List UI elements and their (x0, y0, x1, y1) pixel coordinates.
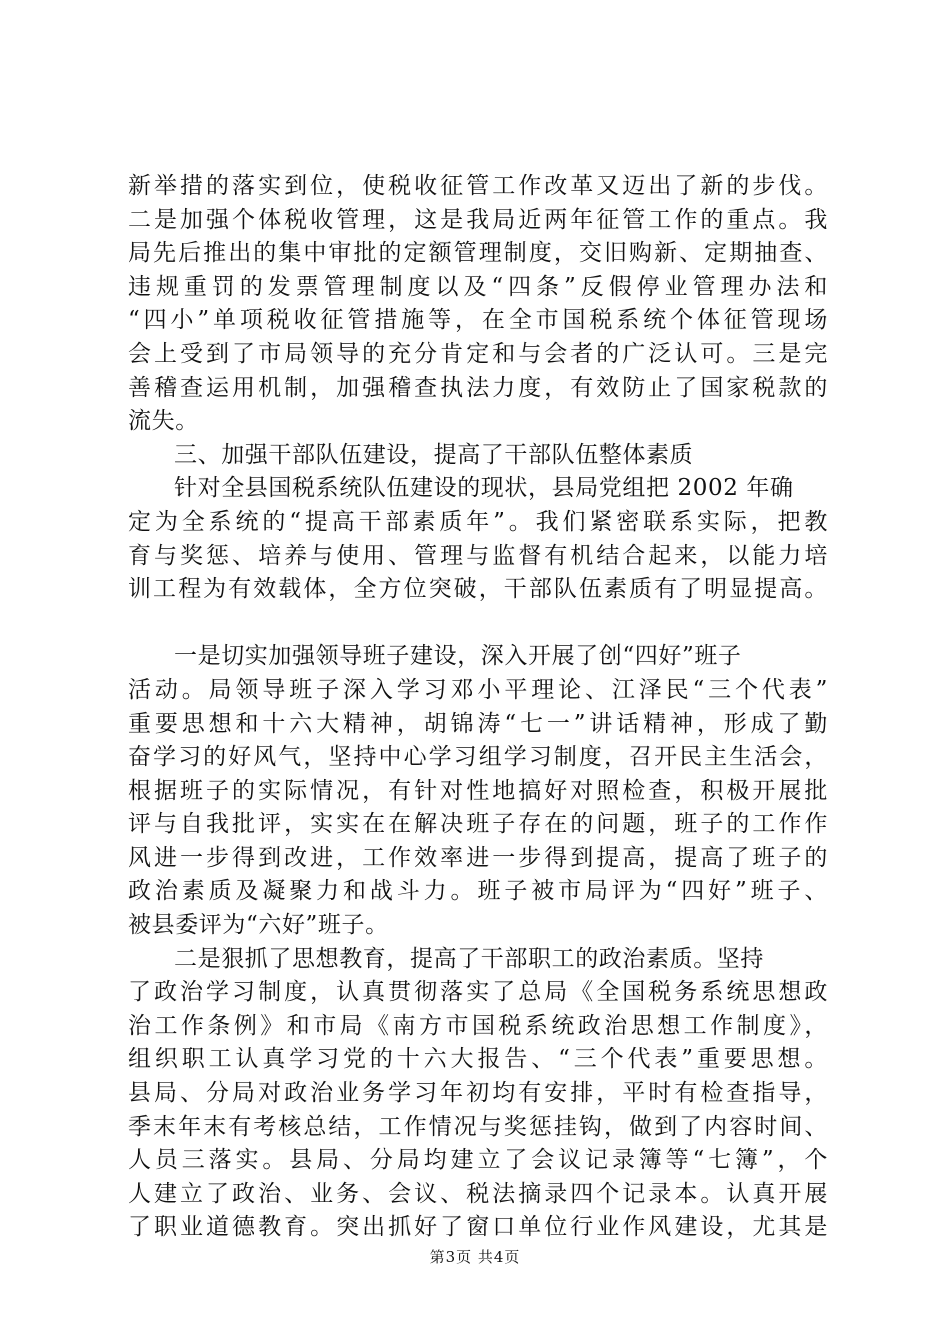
text-line: 了职业道德教育。突出抓好了窗口单位行业作风建设，尤其是 (128, 1214, 828, 1241)
blank-line (128, 607, 828, 641)
text-line: 违规重罚的发票管理制度以及“四条”反假停业管理办法和 (128, 273, 828, 300)
text-line: 人建立了政治、业务、会议、税法摘录四个记录本。认真开展 (128, 1180, 828, 1207)
section-heading: 三、加强干部队伍建设，提高了干部队伍整体素质 (174, 441, 694, 468)
text-line: 流失。 (128, 408, 199, 435)
text-line: 局先后推出的集中审批的定额管理制度，交旧购新、定期抽查、 (128, 240, 828, 267)
text-line: 定为全系统的“提高干部素质年”。我们紧密联系实际，把教 (128, 508, 828, 535)
text-line: 县局、分局对政治业务学习年初均有安排，平时有检查指导， (128, 1080, 828, 1107)
text-line: 组织职工认真学习党的十六大报告、“三个代表”重要思想。 (128, 1046, 828, 1073)
text-line: 会上受到了市局领导的充分肯定和与会者的广泛认可。三是完 (128, 340, 828, 367)
text-line: 风进一步得到改进，工作效率进一步得到提高，提高了班子的 (128, 844, 828, 871)
body-text (128, 170, 828, 1245)
text-line: 评与自我批评，实实在在解决班子存在的问题，班子的工作作 (128, 811, 828, 838)
text-line: 政治素质及凝聚力和战斗力。班子被市局评为“四好”班子、 (128, 878, 828, 905)
text-line: 一是切实加强领导班子建设，深入开展了创“四好”班子 (174, 643, 742, 670)
text-line: 善稽查运用机制，加强稽查执法力度，有效防止了国家税款的 (128, 374, 828, 401)
text-line: 二是加强个体税收管理，这是我局近两年征管工作的重点。我 (128, 206, 828, 233)
text-line: 根据班子的实际情况，有针对性地搞好对照检查，积极开展批 (128, 777, 828, 804)
text-line: “四小”单项税收征管措施等，在全市国税系统个体征管现场 (128, 307, 828, 334)
text-line: 人员三落实。县局、分局均建立了会议记录簿等“七簿”，个 (128, 1147, 828, 1174)
text-line: 活动。局领导班子深入学习邓小平理论、江泽民“三个代表” (128, 676, 828, 703)
page-footer: 第3页 共4页 (429, 1248, 521, 1266)
text-line: 治工作条例》和市局《南方市国税系统政治思想工作制度》， (128, 1012, 828, 1039)
text-line: 奋学习的好风气，坚持中心学习组学习制度，召开民主生活会， (128, 744, 828, 771)
text-line: 育与奖惩、培养与使用、管理与监督有机结合起来，以能力培 (128, 542, 828, 569)
text-line: 针对全县国税系统队伍建设的现状，县局党组把 2002 年确 (174, 475, 794, 502)
text-line: 二是狠抓了思想教育，提高了干部职工的政治素质。坚持 (174, 945, 764, 972)
text-line: 重要思想和十六大精神，胡锦涛“七一”讲话精神，形成了勤 (128, 710, 828, 737)
text-line: 训工程为有效载体，全方位突破，干部队伍素质有了明显提高。 (128, 576, 828, 603)
text-line: 了政治学习制度，认真贯彻落实了总局《全国税务系统思想政 (128, 979, 828, 1006)
text-line: 新举措的落实到位，使税收征管工作改革又迈出了新的步伐。 (128, 173, 828, 199)
text-line: 被县委评为“六好”班子。 (128, 912, 389, 939)
text-line: 季末年末有考核总结，工作情况与奖惩挂钩，做到了内容时间、 (128, 1113, 828, 1140)
